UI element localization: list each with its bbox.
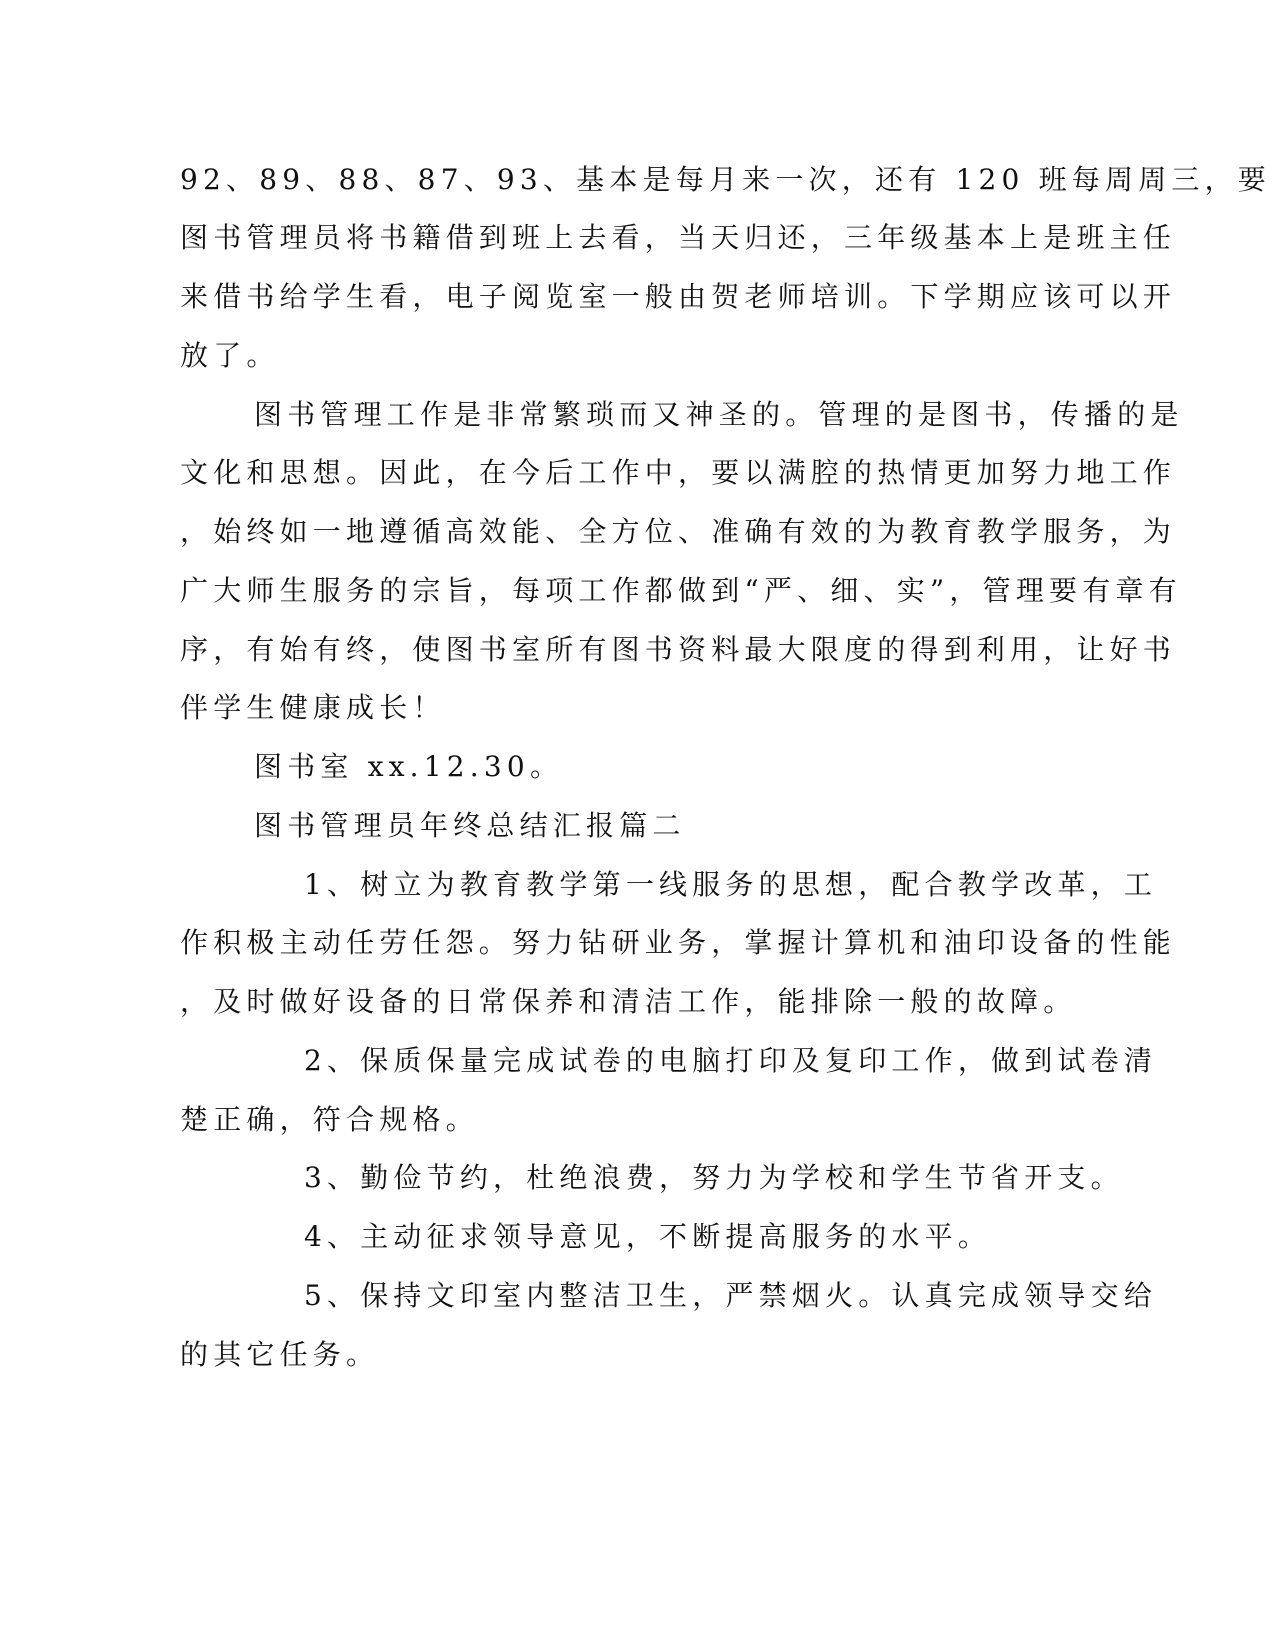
text-line: 来借书给学生看，电子阅览室一般由贺老师培训。下学期应该可以开 (180, 280, 1177, 313)
list-item-3: 3、勤俭节约，杜绝浪费，努力为学校和学生节省开支。 (304, 1161, 1124, 1194)
list-item-1: 1、树立为教育教学第一线服务的思想，配合教学改革，工 (304, 868, 1158, 901)
list-item-5: 5、保持文印室内整洁卫生，严禁烟火。认真完成领导交给 (304, 1279, 1158, 1312)
section-heading: 图书管理员年终总结汇报篇二 (254, 809, 686, 842)
signature-date: 图书室 xx.12.30。 (254, 750, 564, 783)
text-line: ，始终如一地遵循高效能、全方位、准确有效的为教育教学服务，为 (180, 515, 1177, 548)
text-line: 的其它任务。 (180, 1338, 380, 1371)
text-line: 图书管理员将书籍借到班上去看，当天归还，三年级基本上是班主任 (180, 221, 1177, 254)
text-line: 广大师生服务的宗旨，每项工作都做到“严、细、实”，管理要有章有 (180, 574, 1182, 607)
text-line: 92、89、88、87、93、基本是每月来一次，还有 120 班每周周三，要 (180, 163, 1271, 196)
text-line: 楚正确，符合规格。 (180, 1103, 479, 1136)
paragraph-first-line: 图书管理工作是非常繁琐而又神圣的。管理的是图书，传播的是 (254, 398, 1184, 431)
list-item-4: 4、主动征求领导意见，不断提高服务的水平。 (304, 1220, 992, 1253)
text-line: ，及时做好设备的日常保养和清洁工作，能排除一般的故障。 (180, 985, 1077, 1018)
list-item-2: 2、保质保量完成试卷的电脑打印及复印工作，做到试卷清 (304, 1044, 1158, 1077)
text-line: 文化和思想。因此，在今后工作中，要以满腔的热情更加努力地工作 (180, 456, 1177, 489)
text-line: 伴学生健康成长！ (180, 691, 446, 724)
text-line: 序，有始有终，使图书室所有图书资料最大限度的得到利用，让好书 (180, 633, 1177, 666)
text-line: 放了。 (180, 339, 280, 372)
text-line: 作积极主动任劳任怨。努力钻研业务，掌握计算机和油印设备的性能 (180, 926, 1177, 959)
